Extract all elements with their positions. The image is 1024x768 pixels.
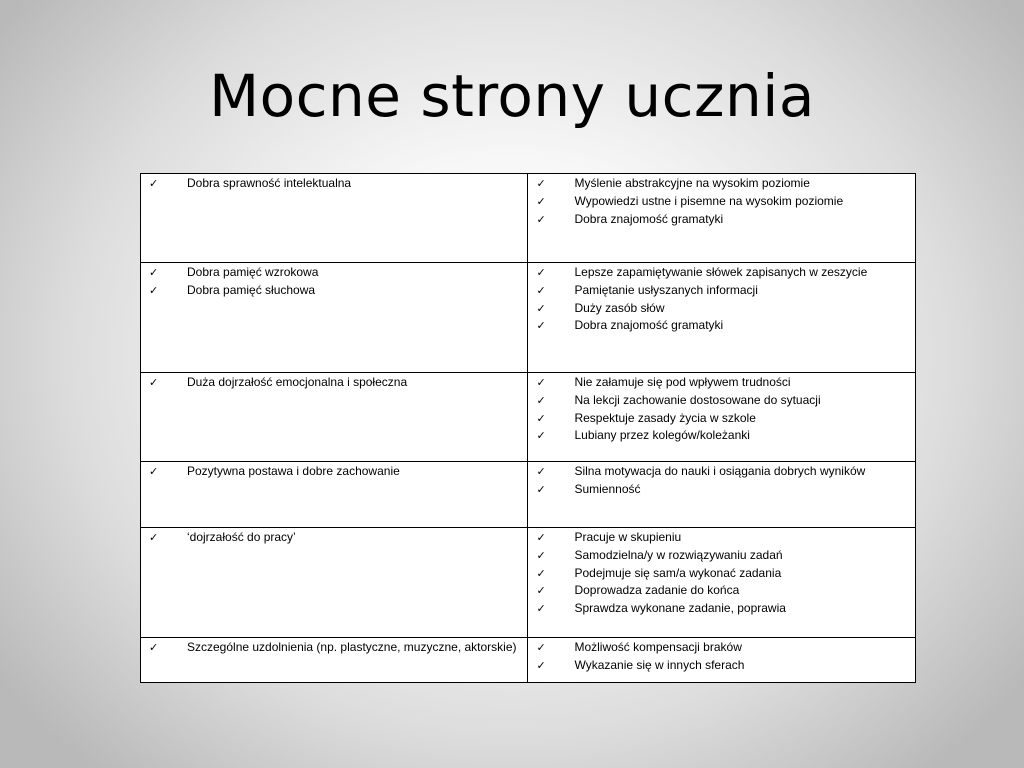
manifestation-cell — [528, 263, 916, 373]
list-item — [528, 582, 915, 600]
checkmark-icon: ✓ — [536, 482, 546, 496]
checkmark-icon: ✓ — [536, 283, 546, 297]
manifestation-text: Duży zasób słów — [574, 300, 665, 315]
strength-cell — [141, 174, 528, 263]
strengths-table-body — [141, 174, 916, 683]
manifestation-cell — [528, 462, 916, 528]
list-item — [528, 639, 915, 657]
manifestation-text: Dobra znajomość gramatyki — [574, 318, 724, 333]
list-item — [141, 264, 527, 282]
manifestation-list — [528, 264, 915, 335]
checkmark-icon: ✓ — [149, 465, 159, 478]
list-item — [141, 529, 527, 547]
checkmark-icon: ✓ — [536, 465, 546, 478]
manifestation-text: Podejmuje się sam/a wykonać zadania — [574, 565, 782, 580]
list-item — [528, 463, 915, 481]
list-item — [528, 300, 915, 318]
list-item — [528, 374, 915, 392]
manifestation-list — [528, 463, 915, 499]
list-item — [141, 282, 527, 300]
list-item — [528, 282, 915, 300]
manifestation-text: Na lekcji zachowanie dostosowane do sytuacji — [574, 392, 821, 407]
list-item — [528, 175, 915, 193]
checkmark-icon: ✓ — [536, 266, 546, 279]
list-item — [141, 463, 527, 481]
strength-text: Duża dojrzałość emocjonalna i społeczna — [187, 375, 408, 389]
manifestation-text: Pamiętanie usłyszanych informacji — [574, 282, 758, 297]
manifestation-text: Lubiany przez kolegów/koleżanki — [574, 428, 750, 443]
strength-cell — [141, 528, 528, 638]
strength-list — [141, 463, 527, 481]
table-row — [141, 462, 916, 528]
table-row — [141, 528, 916, 638]
checkmark-icon: ✓ — [536, 393, 546, 407]
list-item — [528, 547, 915, 565]
table-row — [141, 263, 916, 373]
strengths-table — [140, 173, 916, 683]
strength-list — [141, 374, 527, 392]
strength-list — [141, 175, 527, 193]
checkmark-icon: ✓ — [536, 194, 546, 208]
checkmark-icon: ✓ — [536, 319, 546, 333]
list-item — [141, 639, 527, 657]
manifestation-text: Sprawdza wykonane zadanie, poprawia — [574, 601, 786, 616]
checkmark-icon: ✓ — [536, 411, 546, 425]
strength-text: Dobra sprawność intelektualna — [187, 176, 352, 190]
table-row — [141, 373, 916, 462]
slide-title: Mocne strony ucznia — [209, 62, 815, 130]
checkmark-icon: ✓ — [536, 429, 546, 443]
strength-cell — [141, 462, 528, 528]
checkmark-icon: ✓ — [536, 566, 546, 580]
manifestation-cell — [528, 373, 916, 462]
checkmark-icon: ✓ — [536, 177, 546, 190]
manifestation-list — [528, 374, 915, 445]
checkmark-icon: ✓ — [536, 376, 546, 389]
manifestation-text: Respektuje zasady życia w szkole — [574, 410, 756, 425]
strength-list — [141, 264, 527, 300]
manifestation-cell — [528, 638, 916, 683]
manifestation-cell — [528, 174, 916, 263]
list-item — [141, 175, 527, 193]
list-item — [528, 211, 915, 229]
manifestation-text: Samodzielna/y w rozwiązywaniu zadań — [574, 547, 783, 562]
manifestation-text: Lepsze zapamiętywanie słówek zapisanych w zeszycie — [574, 265, 868, 279]
strength-text: Szczególne uzdolnienia (np. plastyczne, muzyczne, aktorskie) — [187, 640, 517, 654]
manifestation-text: Silna motywacja do nauki i osiągania dobrych wyników — [574, 464, 866, 478]
list-item — [528, 529, 915, 547]
checkmark-icon: ✓ — [536, 584, 546, 598]
strength-list — [141, 529, 527, 547]
checkmark-icon: ✓ — [149, 283, 159, 297]
checkmark-icon: ✓ — [149, 641, 159, 654]
strength-text: ‘dojrzałość do pracy’ — [187, 530, 296, 544]
checkmark-icon: ✓ — [536, 301, 546, 315]
strength-cell — [141, 263, 528, 373]
list-item — [528, 565, 915, 583]
manifestation-list — [528, 639, 915, 675]
manifestation-text: Możliwość kompensacji braków — [574, 640, 742, 654]
list-item — [528, 481, 915, 499]
checkmark-icon: ✓ — [536, 531, 546, 544]
manifestation-list — [528, 175, 915, 228]
manifestation-text: Wykazanie się w innych sferach — [574, 657, 745, 672]
list-item — [141, 374, 527, 392]
table-row — [141, 174, 916, 263]
strength-cell — [141, 373, 528, 462]
checkmark-icon: ✓ — [536, 212, 546, 226]
checkmark-icon: ✓ — [536, 641, 546, 654]
strength-text: Dobra pamięć wzrokowa — [187, 265, 319, 279]
manifestation-text: Myślenie abstrakcyjne na wysokim poziomie — [574, 176, 810, 190]
manifestation-list — [528, 529, 915, 618]
strength-cell — [141, 638, 528, 683]
list-item — [528, 264, 915, 282]
manifestation-text: Wypowiedzi ustne i pisemne na wysokim poziomie — [574, 193, 844, 208]
checkmark-icon: ✓ — [536, 548, 546, 562]
list-item — [528, 410, 915, 428]
table-row — [141, 638, 916, 683]
strength-text: Dobra pamięć słuchowa — [187, 282, 316, 297]
list-item — [528, 600, 915, 618]
list-item — [528, 427, 915, 445]
checkmark-icon: ✓ — [149, 266, 159, 279]
checkmark-icon: ✓ — [536, 602, 546, 616]
checkmark-icon: ✓ — [149, 376, 159, 389]
manifestation-text: Doprowadza zadanie do końca — [574, 583, 740, 598]
manifestation-cell — [528, 528, 916, 638]
list-item — [528, 657, 915, 675]
list-item — [528, 317, 915, 335]
strength-list — [141, 639, 527, 657]
manifestation-text: Nie załamuje się pod wpływem trudności — [574, 375, 791, 389]
manifestation-text: Sumienność — [574, 481, 641, 496]
manifestation-text: Pracuje w skupieniu — [574, 530, 682, 544]
strength-text: Pozytywna postawa i dobre zachowanie — [187, 464, 400, 478]
list-item — [528, 193, 915, 211]
list-item — [528, 392, 915, 410]
checkmark-icon: ✓ — [536, 658, 546, 672]
checkmark-icon: ✓ — [149, 177, 159, 190]
manifestation-text: Dobra znajomość gramatyki — [574, 211, 724, 226]
checkmark-icon: ✓ — [149, 531, 159, 544]
